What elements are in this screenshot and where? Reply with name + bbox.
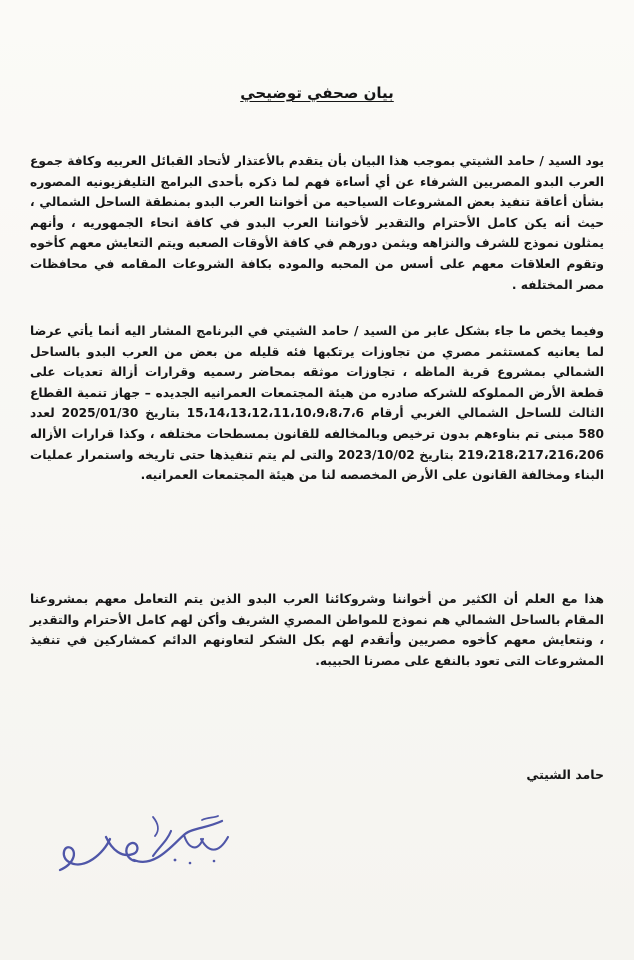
document-title: بيان صحفي توضيحي <box>240 84 394 102</box>
paragraph-apology: يود السيد / حامد الشيتي بموجب هذا البيان بأن يتقدم بالأعتذار لأتحاد القبائل العربيه وكافة جموع العرب البدو المصريين الشرفاء عن أي أساءة فهم لما ذكره بأحدى البرامج التليفزيونيه المصوره بشأن أعاقة تنفيذ بعض المشروعات السياحيه من أخواننا العرب البدو بمنطقة الساحل الشمالي ، حيث أنه يكن كامل الأحترام والتقدير لأخواننا العرب البدو في كافة انحاء الجمهوريه ، وأنهم يمثلون نموذج للشرف والنزاهه ويثمن دورهم في كافة الأوقات الصعبه ويتم التعايش معهم كأخوه وتقوم العلاقات معهم على أسس من المحبه والموده بكافة الشروعات المقامه في محافظات مصر المختلفه . <box>30 154 604 292</box>
handwritten-signature <box>52 815 237 893</box>
paragraph-violations: وفيما يخص ما جاء بشكل عابر من السيد / حامد الشيتي في البرنامج المشار اليه أنما يأتي عرضا لما يعانيه كمستثمر مصري من تجاوزات يرتكبها فئه قليله من بعض من العرب البدو بالساحل الشمالي بمشروع قرية الماظه ، تجاوزات موثقه بمحاضر رسميه وقرارات أزالة تعديات على قطعة الأرض المملوكه للشركه صادره من هيئة المجتمعات العمرانيه الجديده – جهاز تنمية القطاع الثالث للساحل الشمالي الغربي أرقام 15،14،13،12،11،10،9،8،7،6 بتاريخ 2025/01/30 لعدد 580 مبنى تم بناوءهم بدون ترخيص وبالمخالفه للقانون بمسطحات مختلفه ، وكذا قرارات الأزاله 219،218،217،216،206 بتاريخ 2023/10/02 والتى لم يتم تنفيذها حتى تاريخه واستمرار عمليات البناء ومخالفة القانون على الأرض المخصصه لنا من هيئة المجتمعات العمرانيه. <box>30 324 604 483</box>
paragraph-cooperation: هذا مع العلم أن الكثير من أخواننا وشروكائنا العرب البدو الذين يتم التعامل معهم بمشروعنا المقام بالساحل الشمالي هم نموذج للمواطن المصري الشريف وأكن لهم كامل الأحترام والتقدير ، ونتعايش معهم كأخوه مصريين وأتقدم لهم بكل الشكر لتعاونهم الدائم كمشاركين في تنفيذ المشروعات التى تعود بالنفع على مصرنا الحبيبه. <box>30 592 604 668</box>
press-statement <box>30 0 604 960</box>
signatory-name: حامد الشيتي <box>526 767 604 782</box>
